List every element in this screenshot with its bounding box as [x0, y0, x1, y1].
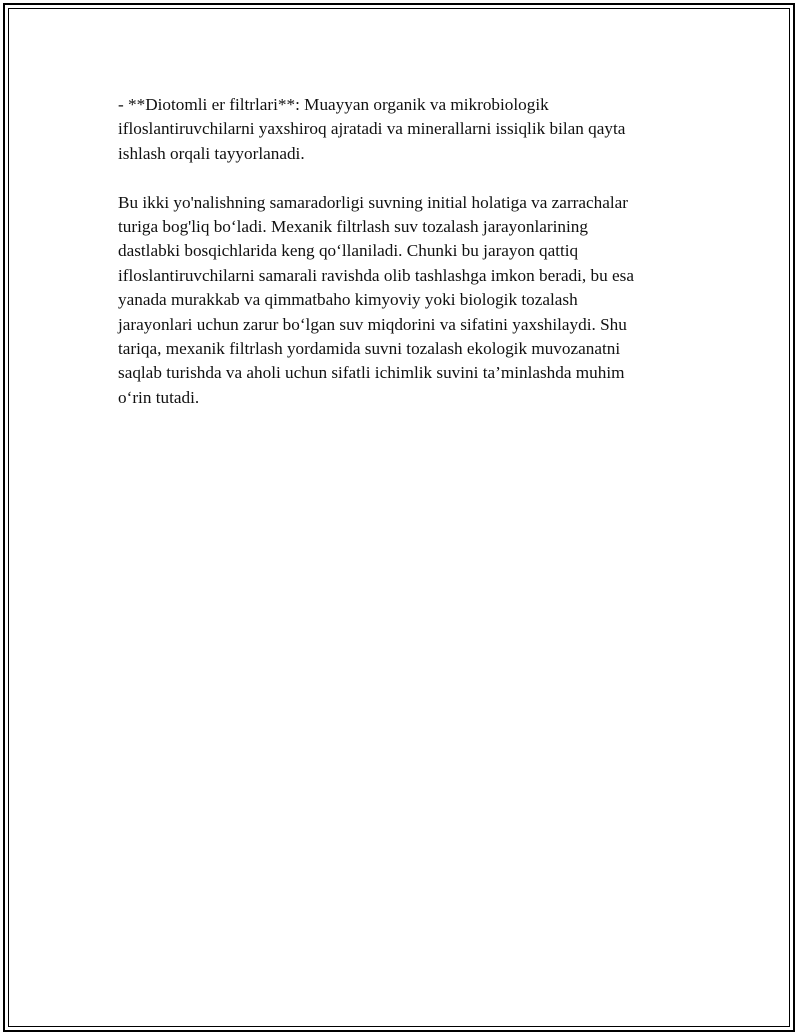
- paragraph-summary: Bu ikki yo'nalishning samaradorligi suvning initial holatiga va zarrachalar turiga bog'liq bo‘ladi. Mexanik filtrlash suv tozalash jarayonlarining dastlabki bosqichlarida keng qo‘llaniladi. Chunki bu jarayon qattiq ifloslantiruvchilarni samarali ravishda olib tashlashga imkon beradi, bu esa yanada murakkab va qimmatbaho kimyoviy yoki biologik tozalash jarayonlari uchun zarur bo‘lgan suv miqdorini va sifatini yaxshilaydi. Shu tariqa, mexanik filtrlash yordamida suvni tozalash ekologik muvozanatni saqlab turishda va aholi uchun sifatli ichimlik suvini ta’minlashda muhim o‘rin tutadi.: [118, 192, 634, 407]
- document-body: [118, 93, 678, 410]
- paragraph-filter-type: - **Diotomli er filtrlari**: Muayyan organik va mikrobiologik ifloslantiruvchilarni yaxshiroq ajratadi va minerallarni issiqlik bilan qayta ishlash orqali tayyorlanadi.: [118, 95, 626, 163]
